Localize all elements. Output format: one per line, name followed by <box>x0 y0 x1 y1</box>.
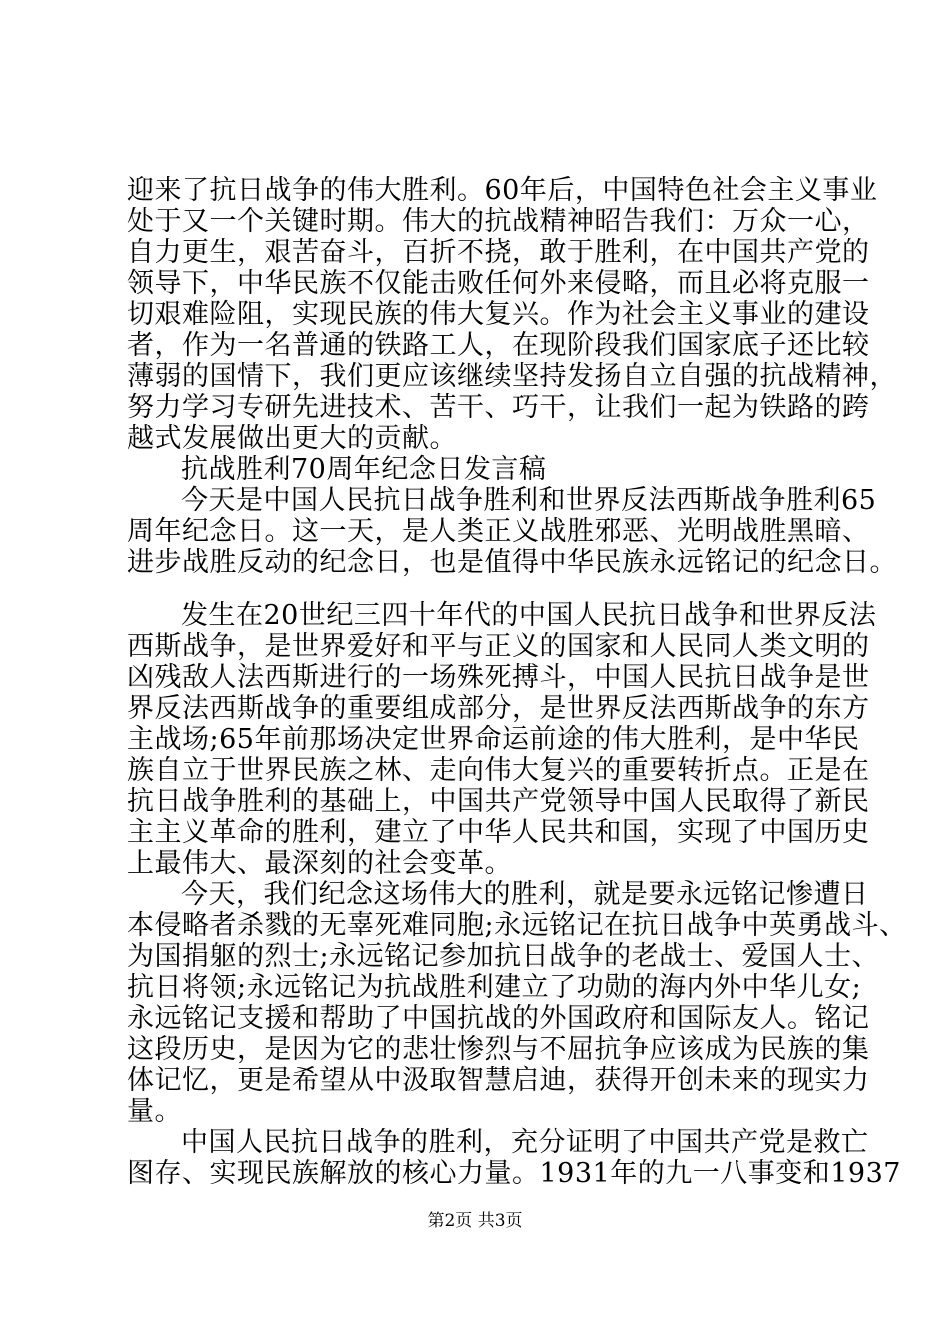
text-line: 上最伟大、最深刻的社会变革。 <box>127 848 512 879</box>
text-line: 西斯战争，是世界爱好和平与正义的国家和人民同人类文明的 <box>127 631 870 662</box>
text-line: 周年纪念日。这一天，是人类正义战胜邪恶、光明战胜黑暗、 <box>127 516 870 547</box>
text-line: 迎来了抗日战争的伟大胜利。60年后，中国特色社会主义事业 <box>127 175 878 206</box>
text-line: 为国捐躯的烈士;永远铭记参加抗日战争的老战士、爱国人士、 <box>127 941 880 972</box>
text-line: 主战场;65年前那场决定世界命运前途的伟大胜利，是中华民 <box>127 724 860 755</box>
text-line: 体记忆，更是希望从中汲取智慧启迪，获得开创未来的现实力 <box>127 1065 870 1096</box>
text-line: 界反法西斯战争的重要组成部分，是世界反法西斯战争的东方 <box>127 693 870 724</box>
speech-title: 抗战胜利70周年纪念日发言稿 <box>181 454 547 485</box>
text-line: 主主义革命的胜利，建立了中华人民共和国，实现了中国历史 <box>127 817 870 848</box>
text-line: 今天，我们纪念这场伟大的胜利，就是要永远铭记惨遭日 <box>181 879 869 910</box>
text-line: 领导下，中华民族不仅能击败任何外来侵略，而且必将克服一 <box>127 268 870 299</box>
text-line: 抗日战争胜利的基础上，中国共产党领导中国人民取得了新民 <box>127 786 870 817</box>
text-line: 图存、实现民族解放的核心力量。1931年的九一八事变和1937 <box>127 1158 901 1189</box>
text-line: 发生在20世纪三四十年代的中国人民抗日战争和世界反法 <box>181 600 877 631</box>
text-line: 本侵略者杀戮的无辜死难同胞;永远铭记在抗日战争中英勇战斗、 <box>127 910 907 941</box>
text-line: 者，作为一名普通的铁路工人，在现阶段我们国家底子还比较 <box>127 330 870 361</box>
text-line: 自力更生，艰苦奋斗，百折不挠，敢于胜利，在中国共产党的 <box>127 237 870 268</box>
text-line: 永远铭记支援和帮助了中国抗战的外国政府和国际友人。铭记 <box>127 1003 870 1034</box>
text-line: 进步战胜反动的纪念日，也是值得中华民族永远铭记的纪念日。 <box>127 547 897 578</box>
text-line: 中国人民抗日战争的胜利，充分证明了中国共产党是救亡 <box>181 1127 869 1158</box>
text-line: 越式发展做出更大的贡献。 <box>127 423 457 454</box>
text-line: 族自立于世界民族之林、走向伟大复兴的重要转折点。正是在 <box>127 755 870 786</box>
text-line: 切艰难险阻，实现民族的伟大复兴。作为社会主义事业的建设 <box>127 299 870 330</box>
text-line: 努力学习专研先进技术、苦干、巧干，让我们一起为铁路的跨 <box>127 392 870 423</box>
text-line: 这段历史，是因为它的悲壮惨烈与不屈抗争应该成为民族的集 <box>127 1034 870 1065</box>
text-line: 凶残敌人法西斯进行的一场殊死搏斗，中国人民抗日战争是世 <box>127 662 870 693</box>
page-number-footer: 第2页 共3页 <box>427 1211 523 1231</box>
text-line: 量。 <box>127 1096 182 1127</box>
text-line: 抗日将领;永远铭记为抗战胜利建立了功勋的海内外中华儿女; <box>127 972 862 1003</box>
text-line: 今天是中国人民抗日战争胜利和世界反法西斯战争胜利65 <box>181 485 877 516</box>
text-line: 薄弱的国情下，我们更应该继续坚持发扬自立自强的抗战精神， <box>127 361 897 392</box>
text-line: 处于又一个关键时期。伟大的抗战精神昭告我们：万众一心， <box>127 206 870 237</box>
